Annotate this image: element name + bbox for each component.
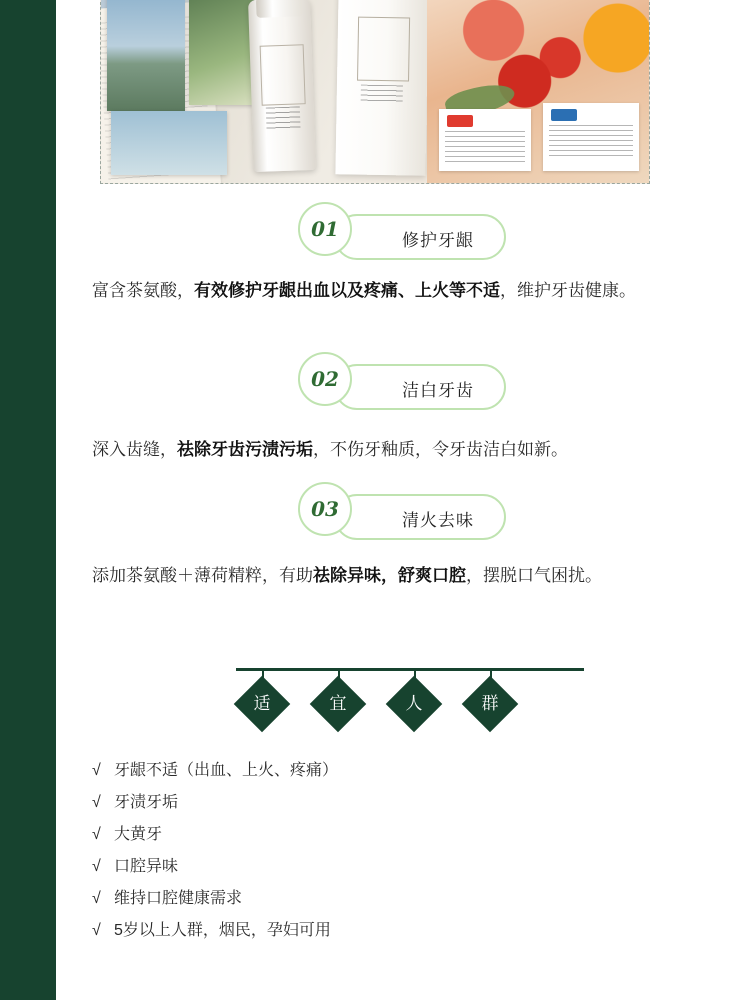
section-number-02: 02 (311, 367, 339, 391)
section-title-03: 清火去味 (402, 511, 474, 530)
section-body-02 (92, 434, 692, 466)
magazine-card-right (543, 103, 639, 171)
food-photo (427, 0, 649, 184)
list-item-label: 大黄牙 (114, 826, 163, 843)
suitable-crowd-banner (68, 660, 750, 740)
check-icon: √ (92, 890, 101, 907)
list-item-label: 维持口腔健康需求 (114, 890, 243, 907)
card-text-lines (549, 125, 633, 159)
product-carton-text (361, 85, 403, 104)
list-item (92, 755, 692, 787)
page-inner-gap (56, 0, 68, 1000)
banner-char-2-text: 宜 (329, 694, 347, 713)
product-tube-text (266, 106, 301, 129)
product-carton-label (357, 17, 410, 82)
product-tube-cap (256, 0, 303, 18)
check-icon: √ (92, 858, 101, 875)
check-icon: √ (92, 826, 101, 843)
magazine-card-left (439, 109, 531, 171)
section-body-03-bold: 祛除异味，舒爽口腔 (313, 566, 466, 585)
list-item-label: 牙龈不适（出血、上火、疼痛） (114, 762, 339, 779)
check-icon: √ (92, 794, 101, 811)
section-header-03 (298, 482, 558, 546)
section-number-03: 03 (311, 497, 339, 521)
banner-char-3-text: 人 (405, 694, 423, 713)
list-item (92, 819, 692, 851)
section-body-01 (92, 275, 692, 307)
product-tube-label (260, 44, 306, 105)
section-header-02 (298, 352, 558, 416)
banner-char-1 (234, 676, 291, 733)
list-item-label: 牙渍牙垢 (114, 794, 179, 811)
section-body-02-bold: 祛除牙齿污渍污垢 (177, 440, 313, 459)
section-body-03-suffix: ，摆脱口气困扰。 (466, 566, 602, 585)
page-left-border (0, 0, 56, 1000)
card-badge-blue (551, 109, 577, 121)
banner-char-4-text: 群 (481, 694, 499, 713)
list-item (92, 883, 692, 915)
section-number-01: 01 (311, 217, 339, 241)
photo-tile-sky (111, 111, 227, 175)
section-body-01-bold: 有效修护牙龈出血以及疼痛、上火等不适 (194, 281, 500, 300)
list-item (92, 787, 692, 819)
list-item-label: 5岁以上人群，烟民，孕妇可用 (114, 922, 331, 939)
banner-char-4 (462, 676, 519, 733)
list-item (92, 915, 692, 947)
section-title-02: 洁白牙齿 (402, 381, 474, 400)
banner-rail (236, 668, 584, 671)
list-item-label: 口腔异味 (114, 858, 179, 875)
check-icon: √ (92, 922, 101, 939)
section-title-01: 修护牙龈 (402, 231, 474, 250)
section-body-01-prefix: 富含茶氨酸， (92, 281, 194, 300)
card-text-lines (445, 131, 525, 165)
section-body-01-suffix: ，维护牙齿健康。 (500, 281, 636, 300)
banner-char-1-text: 适 (253, 694, 271, 713)
card-badge-red (447, 115, 473, 127)
photo-tile-leaf (189, 0, 255, 105)
banner-char-2 (310, 676, 367, 733)
section-body-03-prefix: 添加茶氨酸＋薄荷精粹，有助 (92, 566, 313, 585)
list-item (92, 851, 692, 883)
product-carton (335, 0, 428, 176)
banner-char-3 (386, 676, 443, 733)
check-icon: √ (92, 762, 101, 779)
hero-product-image (100, 0, 650, 184)
section-body-02-prefix: 深入齿缝， (92, 440, 177, 459)
section-header-01 (298, 202, 558, 266)
page-content (68, 0, 750, 1000)
product-tube (248, 0, 316, 172)
photo-tile-mountain (107, 0, 185, 111)
section-body-02-suffix: ，不伤牙釉质，令牙齿洁白如新。 (313, 440, 568, 459)
suitable-crowd-list (92, 755, 692, 947)
section-body-03 (92, 560, 692, 592)
